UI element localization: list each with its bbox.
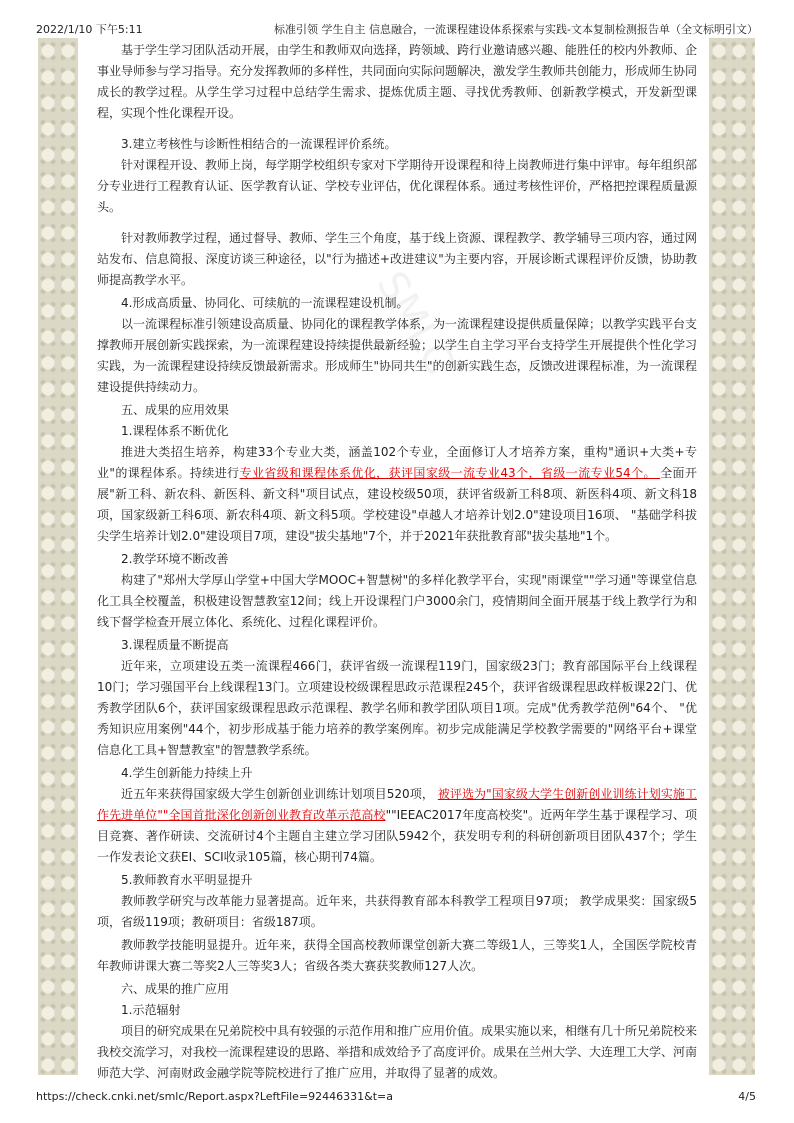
document-title: 标准引领 学生自主 信息融合，一流课程建设体系探索与实践-文本复制检测报告单（全文标明引文） bbox=[274, 23, 758, 36]
section-heading bbox=[97, 1000, 697, 1021]
text-segment: ""IEEAC2017年度高校奖"。近两年学生基于课程学习、项目竞赛、著作研读、交流研讨4个主题自主建立学习团队5942个，获发明专利的科研创新项目团队437个；学生一作发表论文获EI、SCI收录105篇，核心期刊74篇。 bbox=[97, 808, 697, 864]
watermark: SMLC bbox=[367, 263, 463, 383]
body-paragraph bbox=[97, 228, 697, 291]
report-body bbox=[97, 40, 697, 1086]
body-paragraph bbox=[97, 935, 697, 977]
cited-text: 被评选为"国家级大学生创新创业训练计划实施工作先进单位""全国首批深化创新创业教育改革示范高校 bbox=[97, 787, 697, 822]
section-heading bbox=[97, 549, 697, 570]
body-paragraph bbox=[97, 442, 697, 547]
section-heading bbox=[97, 400, 697, 421]
text-segment: 五、成果的应用效果 bbox=[121, 403, 230, 417]
page-header bbox=[36, 21, 758, 37]
text-segment: 5.教师教育水平明显提升 bbox=[121, 873, 253, 887]
section-heading bbox=[97, 979, 697, 1000]
text-segment: 4.学生创新能力持续上升 bbox=[121, 766, 253, 780]
text-segment: 教师教学研究与改革能力显著提高。近年来，共获得教育部本科教学工程项目97项； 教学成果奖：国家级5项，省级119项；教研项目：省级187项。 bbox=[97, 894, 697, 929]
text-segment: 针对课程开设、教师上岗，每学期学校组织专家对下学期待开设课程和待上岗教师进行集中评审。每年组织部分专业进行工程教育认证、医学教育认证、学校专业评估，优化课程体系。通过考核性评价，严格把控课程质量源头。 bbox=[97, 158, 698, 214]
text-segment: 4.形成高质量、协同化、可续航的一流课程建设机制。 bbox=[121, 296, 409, 310]
body-paragraph bbox=[97, 155, 697, 218]
body-paragraph bbox=[97, 891, 697, 933]
section-heading bbox=[97, 635, 697, 656]
section-heading bbox=[97, 134, 697, 155]
text-segment: 近五年来获得国家级大学生创新创业训练计划项目520项， bbox=[121, 787, 438, 801]
body-paragraph bbox=[97, 40, 697, 124]
page-number: 4/5 bbox=[738, 1090, 756, 1103]
text-segment: 3.建立考核性与诊断性相结合的一流课程评价系统。 bbox=[121, 137, 397, 151]
text-segment: 近年来，立项建设五类一流课程466门，获评省级一流课程119门，国家级23门；教育部国际平台上线课程10门；学习强国平台上线课程13门。立项建设校级课程思政示范课程245个，获评省级课程思政样板课22门、优秀教学团队6个，获评国家级课程思政示范课程、教学名师和教学团队项目1项。完成"优秀教学范例"64个、 "优秀知识应用案例"44个，初步形成基于能力培养的教学案例库。初步完成能满足学校教学需要的"网络平台+课堂信息化工具+智慧教室"的智慧教学系统。 bbox=[97, 659, 697, 757]
body-paragraph bbox=[97, 570, 697, 633]
text-segment: 针对教师教学过程，通过督导、教师、学生三个角度，基于线上资源、课程教学、教学辅导三项内容，通过网站发布、信息简报、深度访谈三种途径，以"行为描述+改进建议"为主要内容，开展诊断式课程评价反馈，协助教师提高教学水平。 bbox=[97, 231, 698, 287]
text-segment: 教师教学技能明显提升。近年来，获得全国高校教师课堂创新大赛二等级1人，三等奖1人，全国医学院校青年教师讲课大赛二等奖2人三等奖3人；省级各类大赛获奖教师127人次。 bbox=[97, 938, 697, 973]
left-ornament-border bbox=[38, 38, 78, 1075]
text-segment: 全面开展"新工科、新农科、新医科、新文科"项目试点，建设校级50项，获评省级新工科8项、新医科4项、新文科18项，国家级新工科6项、新农科4项、新文科5项。学校建设"卓越人才培养计划2.0"建设项目16项、 "基础学科拔尖学生培养计划2.0"建设项目7项，建设"拔尖基地"7个，并于2021年获批教育部"拔尖基地"1个。 bbox=[97, 466, 697, 543]
print-datetime: 2022/1/10 下午5:11 bbox=[36, 23, 143, 36]
text-segment: 1.课程体系不断优化 bbox=[121, 424, 229, 438]
section-heading bbox=[97, 763, 697, 784]
body-paragraph bbox=[97, 1021, 697, 1084]
text-segment: 1.示范辐射 bbox=[121, 1003, 181, 1017]
cited-text: 专业省级和课程体系优化，获评国家级一流专业43个，省级一流专业54个。 bbox=[239, 466, 661, 480]
text-segment: 以一流课程标准引领建设高质量、协同化的课程教学体系，为一流课程建设提供质量保障；以教学实践平台支撑教师开展创新实践探索，为一流课程建设持续提供最新经验；以学生自主学习平台支持学生开展提供个性化学习实践，为一流课程建设持续反馈最新需求。形成师生"协同共生"的创新实践生态，反馈改进课程标准，为一流课程建设提供持续动力。 bbox=[97, 317, 698, 394]
body-paragraph bbox=[97, 784, 697, 868]
text-segment: 推进大类招生培养，构建33个专业大类，涵盖102个专业，全面修订人才培养方案，重构"通识+大类+专业"的课程体系。持续进行 bbox=[97, 445, 697, 480]
body-paragraph bbox=[97, 314, 697, 398]
text-segment: 基于学生学习团队活动开展，由学生和教师双向选择，跨领域、跨行业邀请感兴趣、能胜任的校内外教师、企事业导师参与学习指导。充分发挥教师的多样性，共同面向实际问题解决，激发学生教师共创能力，形成师生协同成长的教学过程。从学生学习过程中总结学生需求、提炼优质主题、寻找优秀教师、创新教学模式，开发新型课程，实现个性化课程开设。 bbox=[97, 43, 698, 120]
right-ornament-border bbox=[709, 38, 755, 1075]
text-segment: 2.教学环境不断改善 bbox=[121, 552, 229, 566]
text-segment: 项目的研究成果在兄弟院校中具有较强的示范作用和推广应用价值。成果实施以来，相继有几十所兄弟院校来我校交流学习，对我校一流课程建设的思路、举措和成效给予了高度评价。成果在兰州大学、大连理工大学、河南师范大学、河南财政金融学院等院校进行了推广应用，并取得了显著的成效。 bbox=[97, 1024, 698, 1080]
section-heading bbox=[97, 293, 697, 314]
report-url[interactable]: https://check.cnki.net/smlc/Report.aspx?LeftFile=92446331&t=a bbox=[36, 1090, 394, 1103]
text-segment: 3.课程质量不断提高 bbox=[121, 638, 229, 652]
section-heading bbox=[97, 870, 697, 891]
section-heading bbox=[97, 421, 697, 442]
body-paragraph bbox=[97, 656, 697, 761]
text-segment: 六、成果的推广应用 bbox=[121, 982, 230, 996]
text-segment: 构建了"郑州大学厚山学堂+中国大学MOOC+智慧树"的多样化教学平台，实现"雨课堂""学习通"等课堂信息化工具全校覆盖，积极建设智慧教室12间；线上开设课程门户3000余门，疫情期间全面开展基于线上教学行为和线下督学检查开展立体化、系统化、过程化课程评价。 bbox=[97, 573, 697, 629]
